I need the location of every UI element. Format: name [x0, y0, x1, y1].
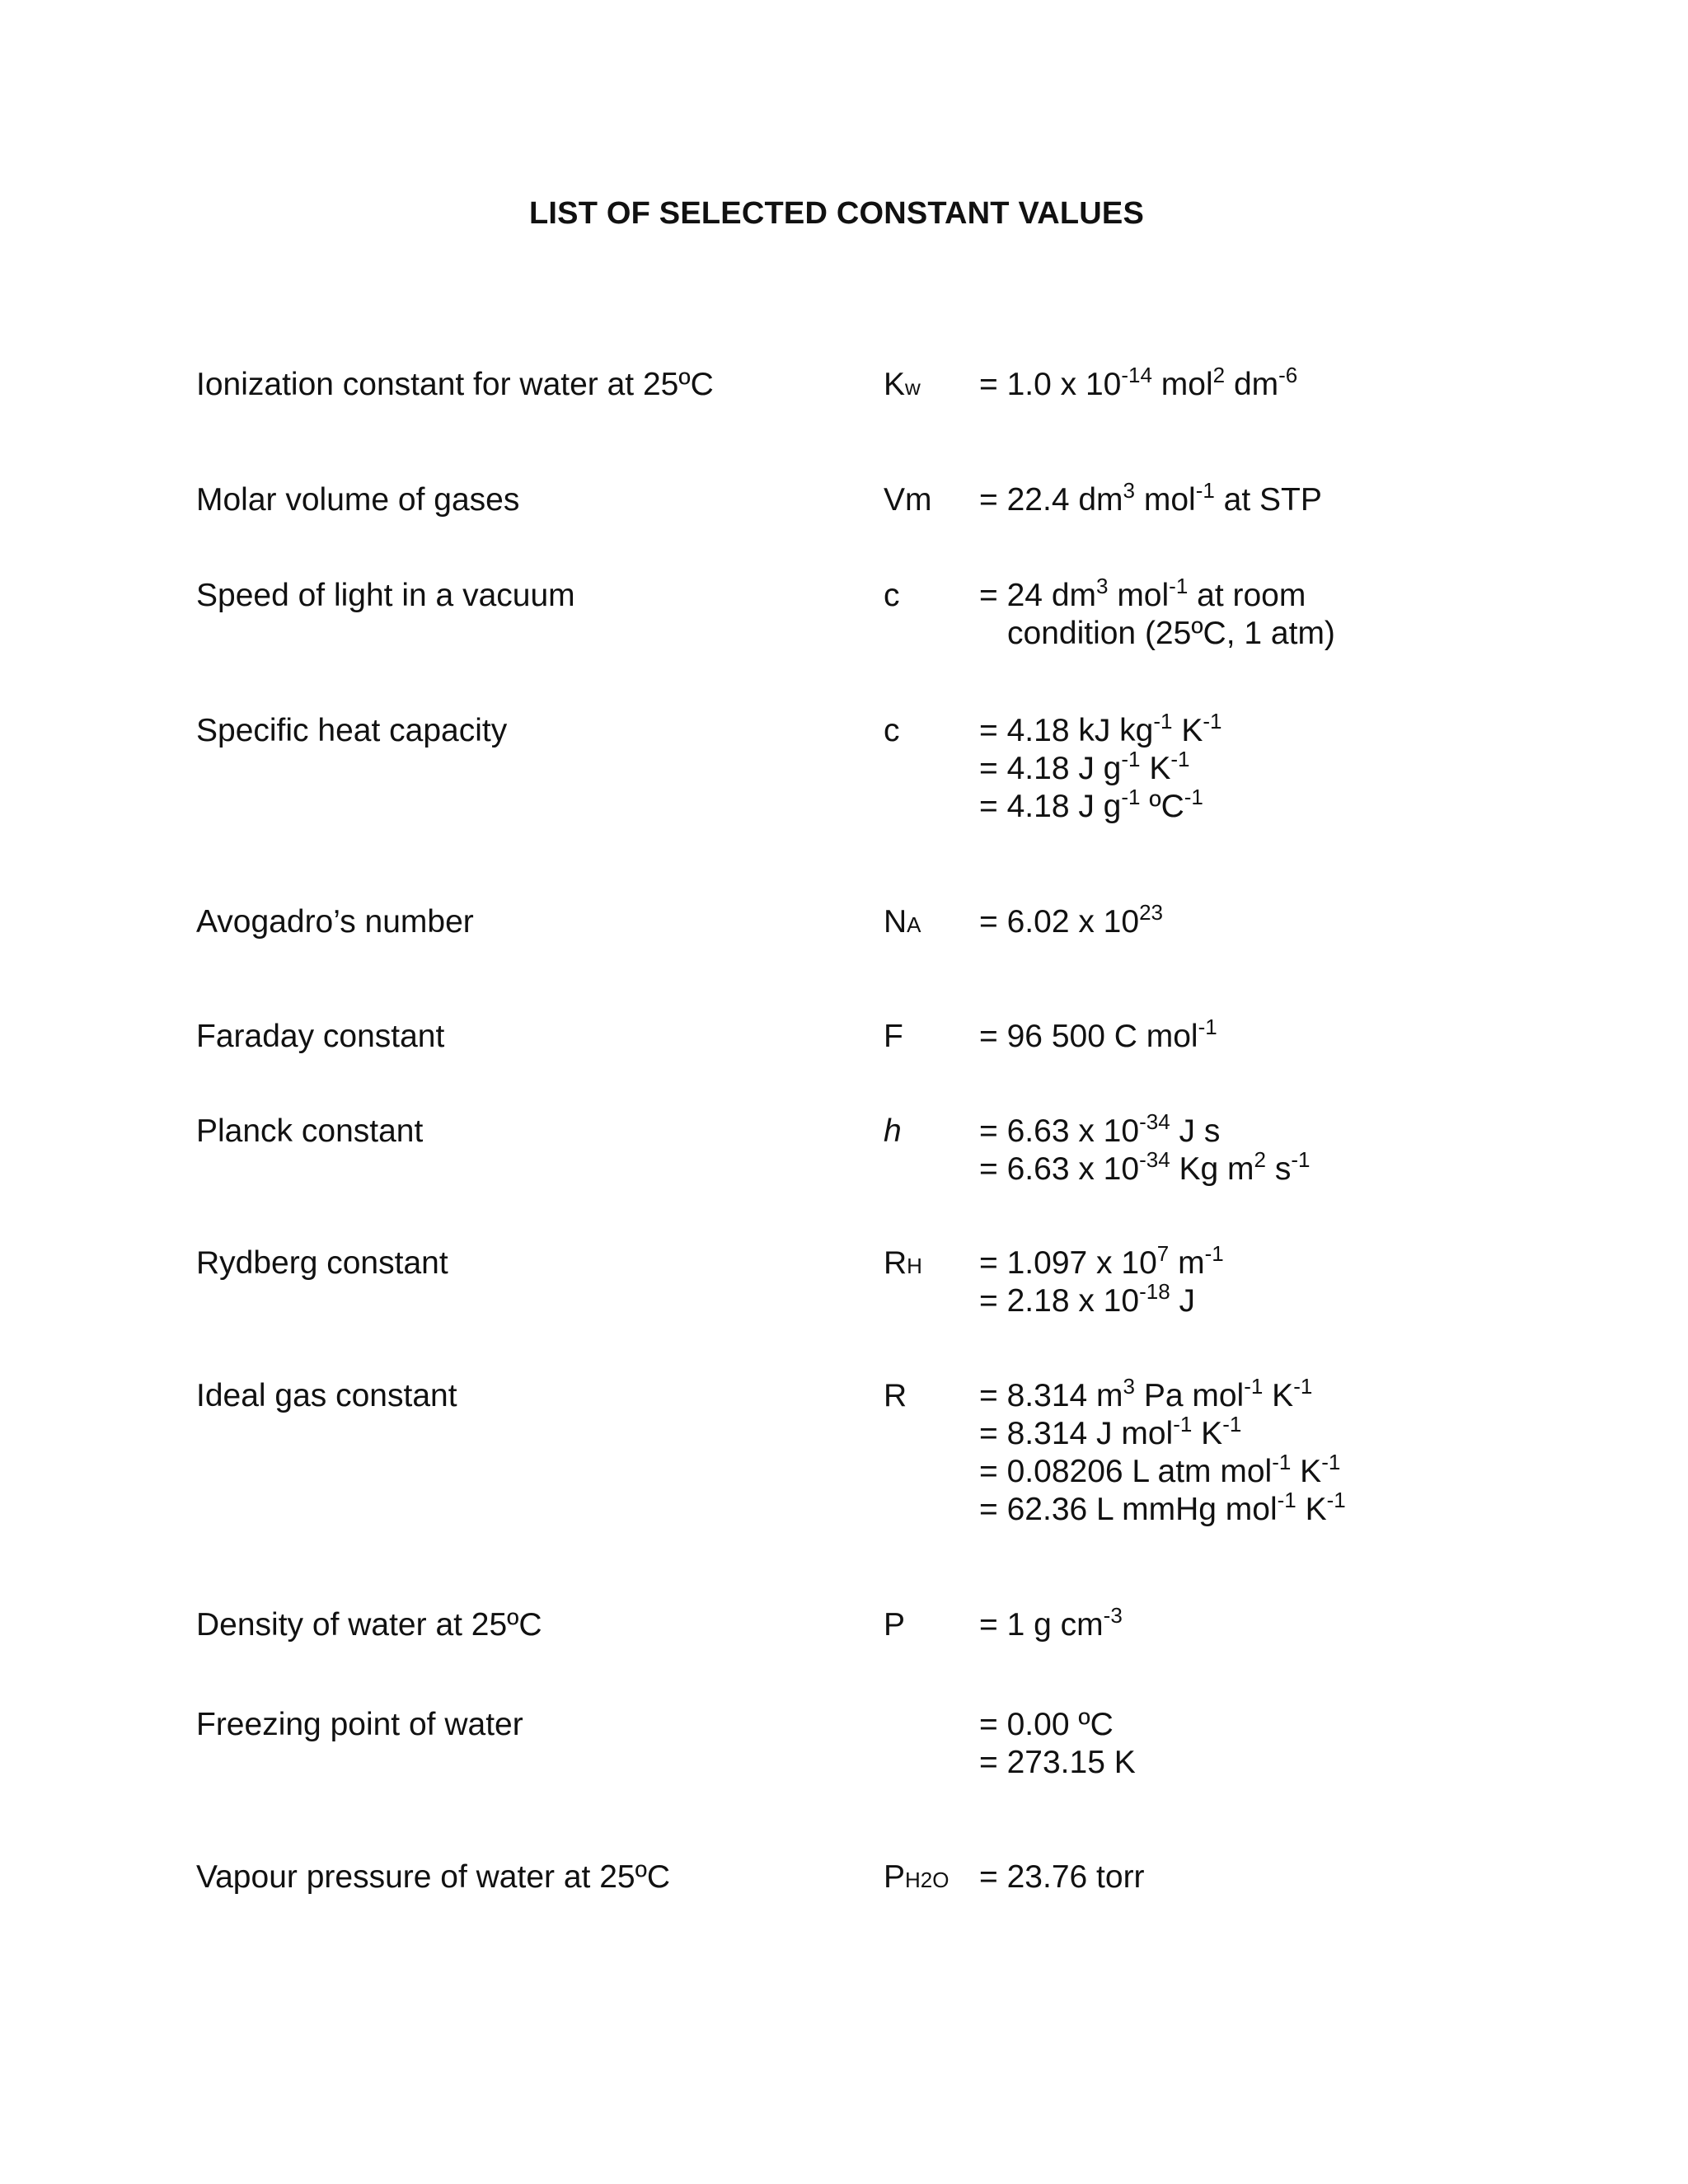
constant-name: Freezing point of water [196, 1707, 523, 1742]
constant-values [979, 709, 1222, 826]
constant-values [979, 1109, 1311, 1188]
constant-name: Faraday constant [196, 1019, 445, 1054]
constant-name: Molar volume of gases [196, 482, 520, 518]
constant-values [979, 1858, 1145, 1896]
constant-symbol: c [884, 713, 900, 748]
constant-value-line: = 6.63 x $10^{-34}$ J s [979, 1109, 1221, 1149]
constant-symbol: Vm [884, 482, 932, 518]
constant-values [979, 1241, 1224, 1320]
constant-symbol: h [884, 1113, 902, 1149]
constant-symbol: P [884, 1607, 906, 1643]
constant-symbol: F [884, 1019, 903, 1054]
constant-name: Avogadro’s number [196, 904, 474, 940]
constant-value-line: = 6.02 x $10^{23}$ [979, 900, 1163, 940]
constant-values [979, 574, 1335, 653]
constant-name: Rydberg constant [196, 1245, 448, 1281]
constant-value-line: = 8.314 $m^3$ Pa mol$^{-1}$ $K^{-1}$ [979, 1374, 1313, 1413]
constant-value-line: = 0.08206 L atm mol$^{-1}$ $K^{-1}$ [979, 1450, 1341, 1489]
constant-values [979, 478, 1322, 519]
constant-value-line: = 1.0 x $10^{-14}$ mol$^2$ $dm^{-6}$ [979, 363, 1298, 402]
constant-values [979, 1015, 1217, 1056]
constant-value-line: = 22.4 $dm^3$ mol$^{-1}$ at STP [979, 478, 1322, 518]
constant-value-line: condition (25ºC, 1 atm) [1007, 616, 1335, 651]
constant-value-line: = 4.18 kJ $kg^{-1}$ $K^{-1}$ [979, 709, 1222, 748]
constant-name: Planck constant [196, 1113, 424, 1149]
constant-value-line: = 0.00 ºC [979, 1707, 1114, 1742]
constant-value-line: = 1.097 x $10^7$ $m^{-1}$ [979, 1241, 1224, 1281]
constant-value-line: = 23.76 torr [979, 1859, 1145, 1895]
constant-value-line: = 24 $dm^3$ mol$^{-1}$ at room [979, 574, 1306, 613]
constant-values [979, 900, 1163, 941]
constant-values [979, 1603, 1123, 1644]
constant-symbol: c [884, 578, 900, 613]
constant-value-line: = 8.314 J mol$^{-1}$ $K^{-1}$ [979, 1412, 1242, 1451]
constant-value-line: = 4.18 J $g^{-1}$ $K^{-1}$ [979, 747, 1190, 786]
constant-values [979, 1706, 1136, 1782]
constant-name: Vapour pressure of water at 25ºC [196, 1859, 670, 1895]
constant-value-line: = 62.36 L mmHg mol$^{-1}$ $K^{-1}$ [979, 1488, 1346, 1527]
constant-values [979, 1374, 1346, 1529]
constant-symbol: PH2O [884, 1859, 950, 1895]
constant-value-line: = 2.18 x $10^{-18}$ J [979, 1279, 1195, 1319]
constant-value-line: = 273.15 K [979, 1745, 1136, 1780]
constant-value-line: = 96 500 C mol$^{-1}$ [979, 1015, 1217, 1054]
constant-value-line: = 4.18 J $g^{-1}$ ºC$^{-1}$ [979, 785, 1203, 824]
constant-values [979, 363, 1298, 404]
constant-name: Specific heat capacity [196, 713, 508, 748]
page-title: LIST OF SELECTED CONSTANT VALUES [528, 196, 1144, 231]
constant-value-line: = 6.63 x $10^{-34}$ Kg $m^2$ $s^{-1}$ [979, 1147, 1311, 1187]
constant-symbol: NA [884, 904, 921, 940]
constant-name: Speed of light in a vacuum [196, 578, 575, 613]
constant-symbol: RH [884, 1245, 922, 1281]
constant-value-line: = 1 g $cm^{-3}$ [979, 1603, 1123, 1643]
constant-name: Ionization constant for water at 25ºC [196, 367, 714, 402]
constant-symbol: R [884, 1378, 907, 1413]
constant-symbol: Kw [884, 367, 921, 402]
constant-name: Ideal gas constant [196, 1378, 457, 1413]
constant-name: Density of water at 25ºC [196, 1607, 542, 1643]
